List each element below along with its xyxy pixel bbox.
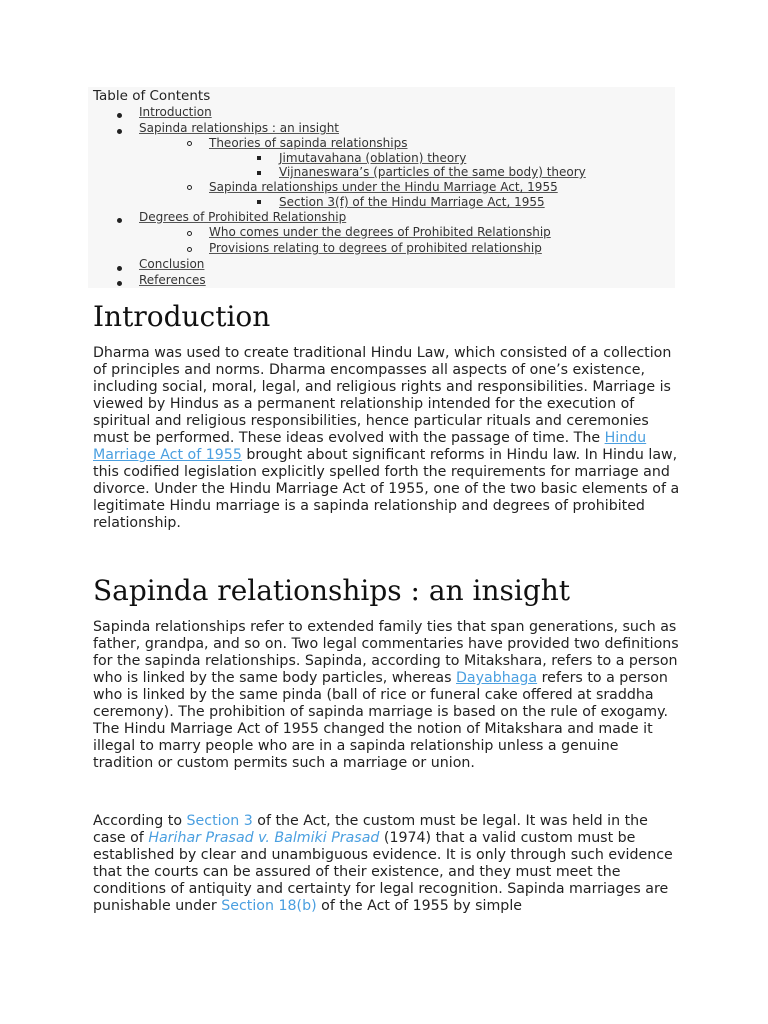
disc-bullet-icon (117, 281, 122, 286)
toc-item-sapinda-relationships[interactable]: Sapinda relationships : an insight (139, 121, 339, 135)
square-bullet-icon (257, 171, 261, 175)
harihar-prasad-case-link[interactable]: Harihar Prasad v. Balmiki Prasad (148, 830, 380, 846)
disc-bullet-icon (117, 129, 122, 134)
disc-bullet-icon (117, 266, 122, 271)
section-18b-link[interactable]: Section 18(b) (221, 898, 317, 914)
circle-bullet-icon (187, 141, 192, 146)
section-3-link[interactable]: Section 3 (186, 813, 253, 829)
disc-bullet-icon (117, 113, 122, 118)
square-bullet-icon (257, 156, 261, 160)
toc-item-theories[interactable]: Theories of sapinda relationships (209, 136, 408, 150)
toc-item-references[interactable]: References (139, 273, 206, 287)
circle-bullet-icon (187, 231, 192, 236)
circle-bullet-icon (187, 185, 192, 190)
toc-item-section-3f[interactable]: Section 3(f) of the Hindu Marriage Act, 1955 (279, 195, 545, 209)
toc-item-degrees[interactable]: Degrees of Prohibited Relationship (139, 210, 347, 224)
toc-item-who-comes-under[interactable]: Who comes under the degrees of Prohibited Relationship (209, 225, 551, 239)
dayabhaga-link[interactable]: Dayabhaga (456, 670, 538, 686)
toc-item-vijnaneswara[interactable]: Vijnaneswara’s (particles of the same body) theory (279, 165, 586, 179)
hindu-marriage-act-link[interactable]: Hindu Marriage Act of 1955 (93, 430, 647, 463)
toc-item-provisions[interactable]: Provisions relating to degrees of prohibited relationship (209, 241, 542, 255)
toc-title: Table of Contents (93, 88, 211, 104)
toc-item-introduction[interactable]: Introduction (139, 105, 212, 119)
circle-bullet-icon (187, 247, 192, 252)
square-bullet-icon (257, 200, 261, 204)
heading-sapinda: Sapinda relationships : an insight (93, 574, 571, 607)
toc-item-hma-1955[interactable]: Sapinda relationships under the Hindu Marriage Act, 1955 (209, 180, 558, 194)
toc-item-conclusion[interactable]: Conclusion (139, 257, 205, 271)
heading-introduction: Introduction (93, 300, 271, 333)
toc-item-jimutavahana[interactable]: Jimutavahana (oblation) theory (279, 151, 467, 165)
sapinda-paragraph-1: Sapinda relationships refer to extended family ties that span generations, such as father, grandpa, and so on. Two legal commentaries have provided two definitions for the sapinda relationships. Sapinda, according to Mitakshara, refers to a person who is linked by the same body particles, whereas Dayabhaga refers to a person who is linked by the same pinda (ball of rice or funeral cake offered at sraddha ceremony). The prohibition of sapinda marriage is based on the rule of exogamy. The Hindu Marriage Act of 1955 changed the notion of Mitakshara and made it illegal to marry people who are in a sapinda relationship unless a genuine tradition or custom permits such a marriage or union. (93, 619, 679, 771)
sapinda-paragraph-2: According to Section 3 of the Act, the custom must be legal. It was held in the case of Harihar Prasad v. Balmiki Prasad (1974) that a valid custom must be established by clear and unambiguous evidence. It is only through such evidence that the courts can be assured of their existence, and they must meet the conditions of antiquity and certainty for legal recognition. Sapinda marriages are punishable under Section 18(b) of the Act of 1955 by simple (93, 813, 673, 914)
intro-paragraph: Dharma was used to create traditional Hindu Law, which consisted of a collection of principles and norms. Dharma encompasses all aspects of one’s existence, including social, moral, legal, and religious rights and responsibilities. Marriage is viewed by Hindus as a permanent relationship intended for the execution of spiritual and religious responsibilities, hence particular rituals and ceremonies must be performed. These ideas evolved with the passage of time. The Hindu Marriage Act of 1955 brought about significant reforms in Hindu law. In Hindu law, this codified legislation explicitly spelled forth the requirements for marriage and divorce. Under the Hindu Marriage Act of 1955, one of the two basic elements of a legitimate Hindu marriage is a sapinda relationship and degrees of prohibited relationship. (93, 345, 680, 531)
disc-bullet-icon (117, 218, 122, 223)
